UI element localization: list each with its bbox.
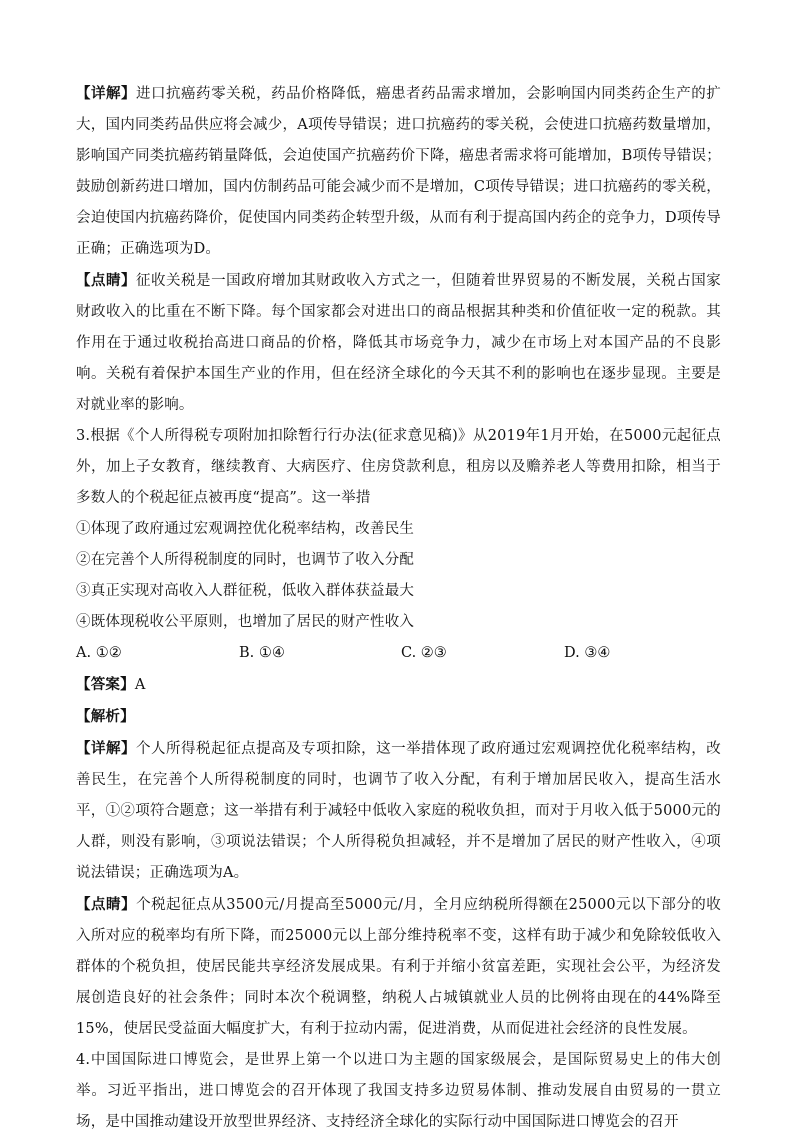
detail-text: 个人所得税起征点提高及专项扣除，这一举措体现了政府通过宏观调控优化税率结构，改善民生，在完善个人所得税制度的同时，也调节了收入分配，有利于增加居民收入，提高生活水平，①②项符合题意；这一举措有利于减轻中低收入家庭的税收负担，而对于月收入低于5000元的人群，则没有影响，③项说法错误；个人所得税负担减轻，并不是增加了居民的财产性收入，④项说法错误；正确选项为A。: [76, 741, 721, 881]
q3-options: [76, 638, 721, 669]
q3-answer: [76, 669, 721, 701]
answer-label: 【答案】: [76, 676, 135, 693]
option-c: C. ②③: [401, 645, 447, 661]
point-text: 个税起征点从3500元/月提高至5000元/月，全月应纳税所得额在25000元以下部分的收入所对应的税率均有所下降，而25000元以上部分维持税率不变，这样有助于减少和免除较低收入群体的个税负担，使居民能共享经济发展成果。有利于并缩小贫富差距，实现社会公平，为经济发展创造良好的社会条件；同时本次个税调整，纳税人占城镇就业人员的比例将由现在的44%降至15%，使居民受益面大幅度扩大，有利于拉动内需，促进消费，从而促进社会经济的良性发展。: [76, 897, 721, 1037]
q3-analysis-heading: [76, 701, 721, 733]
q3-item-3: ③真正实现对高收入人群征税，低收入群体获益最大: [76, 583, 415, 599]
q3-item-4: ④既体现税收公平原则，也增加了居民的财产性收入: [76, 614, 415, 630]
answer-value: A: [134, 677, 146, 693]
q3-stem: 3.根据《个人所得税专项附加扣除暂行行办法(征求意见稿)》从2019年1月开始，在5000元起征点外，加上子女教育，继续教育、大病医疗、住房贷款利息，租房以及赡养老人等费用扣除，相当于多数人的个税起征点被再度“提高”。这一举措: [76, 428, 721, 506]
q2-point-paragraph: [76, 265, 721, 421]
option-a: A. ①②: [76, 645, 122, 661]
q3-item-2: ②在完善个人所得税制度的同时，也调节了收入分配: [76, 552, 415, 568]
point-text: 征收关税是一国政府增加其财政收入方式之一，但随着世界贸易的不断发展，关税占国家财政收入的比重在不断下降。每个国家都会对进出口的商品根据其种类和价值征收一定的税款。其作用在于通过收税抬高进口商品的价格，降低其市场竞争力，减少在市场上对本国产品的不良影响。关税有着保护本国生产业的作用，但在经济全球化的今天其不利的影响也在逐步显现。主要是对就业率的影响。: [76, 273, 721, 413]
q3-detail-paragraph: [76, 733, 721, 889]
point-label: 【点睛】: [76, 896, 137, 913]
detail-label: 【详解】: [76, 85, 137, 102]
analysis-label: 【解析】: [76, 708, 135, 725]
document-page: [76, 78, 721, 1138]
q3-item-1: ①体现了政府通过宏观调控优化税率结构，改善民生: [76, 521, 415, 537]
q2-detail-paragraph: [76, 78, 721, 265]
point-label: 【点睛】: [76, 272, 137, 289]
detail-text: 进口抗癌药零关税，药品价格降低，癌患者药品需求增加，会影响国内同类药企生产的扩大，国内同类药品供应将会减少，A项传导错误；进口抗癌药的零关税，会使进口抗癌药数量增加，影响国产同类抗癌药销量降低，会迫使国产抗癌药价下降，癌患者需求将可能增加，B项传导错误；鼓励创新药进口增加，国内仿制药品可能会减少而不是增加，C项传导错误；进口抗癌药的零关税，会迫使国内抗癌药降价，促使国内同类药企转型升级，从而有利于提高国内药企的竞争力，D项传导正确；正确选项为D。: [76, 86, 721, 257]
q4-stem: 4.中国国际进口博览会，是世界上第一个以进口为主题的国家级展会，是国际贸易史上的伟大创举。习近平指出，进口博览会的召开体现了我国支持多边贸易体制、推动发展自由贸易的一贯立场，是中国推动建设开放型世界经济、支持经济全球化的实际行动中国国际进口博览会的召开: [76, 1052, 721, 1130]
q3-point-paragraph: [76, 889, 721, 1045]
option-b: B. ①④: [239, 645, 285, 661]
detail-label: 【详解】: [76, 740, 137, 757]
option-d: D. ③④: [564, 645, 611, 661]
